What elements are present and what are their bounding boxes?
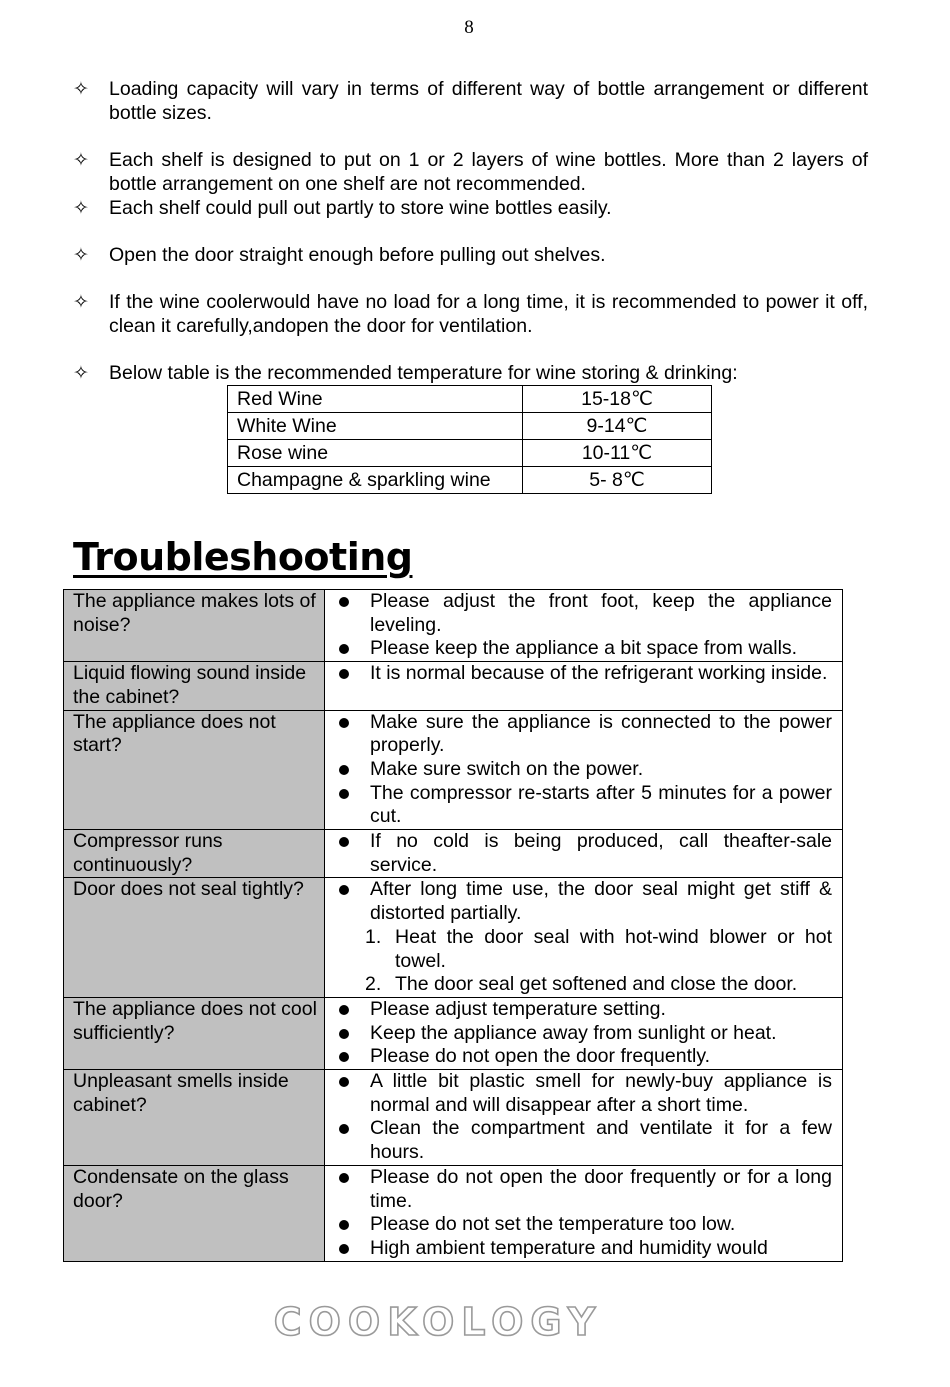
solution-text: Please adjust the front foot, keep the appliance leveling.: [370, 590, 832, 636]
solution-text: Keep the appliance away from sunlight or heat.: [370, 1021, 777, 1044]
solution-text: Please do not open the door frequently or for a long time.: [370, 1165, 832, 1212]
bullet-dot-icon: [339, 765, 349, 775]
bullet-dot-icon: [339, 1005, 349, 1015]
table-row: [64, 1070, 843, 1166]
diamond-star-icon: ✧: [73, 149, 89, 171]
solution-item: [325, 1166, 832, 1213]
problem-cell: Unpleasant smells inside cabinet?: [64, 1070, 325, 1166]
step-number: 1.: [365, 925, 382, 948]
solution-text: Please keep the appliance a bit space from walls.: [370, 637, 798, 660]
solution-text: Please do not open the door frequently.: [370, 1045, 711, 1068]
solution-item: [325, 637, 832, 661]
bullet-dot-icon: [339, 1124, 349, 1134]
solution-item: [325, 830, 832, 877]
solution-text: A little bit plastic smell for newly-buy appliance is normal and will disappear after a short time.: [370, 1070, 832, 1116]
problem-cell: Condensate on the glass door?: [64, 1165, 325, 1261]
table-row: [64, 710, 843, 830]
table-row: [64, 997, 843, 1069]
problem-cell: Liquid flowing sound inside the cabinet?: [64, 662, 325, 710]
bullet-dot-icon: [339, 597, 349, 607]
table-row: [64, 878, 843, 998]
solution-item: [325, 782, 832, 829]
solution-step: [325, 973, 832, 997]
solution-item: [325, 590, 832, 637]
temperature-range-cell: 10-11℃: [523, 440, 712, 467]
solution-item: [325, 878, 832, 925]
troubleshooting-table: [63, 589, 843, 1262]
problem-cell: The appliance makes lots of noise?: [64, 590, 325, 662]
bullet-dot-icon: [339, 669, 349, 679]
solution-cell: [325, 878, 843, 998]
temperature-table: [227, 385, 712, 494]
table-row: [64, 590, 843, 662]
wine-type-cell: Champagne & sparkling wine: [228, 467, 523, 494]
bullet-dot-icon: [339, 1077, 349, 1087]
bullet-text: Open the door straight enough before pulling out shelves.: [109, 244, 606, 266]
bullet-item: [73, 196, 868, 220]
diamond-star-icon: ✧: [73, 197, 89, 219]
bullet-dot-icon: [339, 789, 349, 799]
solution-step: [325, 926, 832, 973]
solution-text: High ambient temperature and humidity would: [370, 1236, 768, 1259]
solution-item: [325, 711, 832, 758]
problem-cell: Compressor runs continuously?: [64, 830, 325, 878]
solution-text: If no cold is being produced, call theafter-sale service.: [370, 830, 832, 876]
solution-cell: [325, 997, 843, 1069]
bullet-item: [73, 77, 868, 125]
solution-item: [325, 1213, 832, 1237]
bullet-text: Each shelf could pull out partly to store wine bottles easily.: [109, 197, 612, 219]
bullet-dot-icon: [339, 644, 349, 654]
step-text: Heat the door seal with hot-wind blower or hot towel.: [395, 925, 832, 972]
solution-text: It is normal because of the refrigerant working inside.: [370, 662, 828, 685]
solution-item: [325, 1117, 832, 1164]
bullet-dot-icon: [339, 837, 349, 847]
solution-cell: [325, 830, 843, 878]
bullet-dot-icon: [339, 1244, 349, 1254]
bullet-dot-icon: [339, 1173, 349, 1183]
problem-cell: The appliance does not cool sufficiently?: [64, 997, 325, 1069]
wine-type-cell: Rose wine: [228, 440, 523, 467]
solution-text: Make sure switch on the power.: [370, 757, 644, 780]
diamond-star-icon: ✧: [73, 244, 89, 266]
solution-item: [325, 758, 832, 782]
wine-type-cell: White Wine: [228, 413, 523, 440]
wine-type-cell: Red Wine: [228, 386, 523, 413]
bullet-dot-icon: [339, 1052, 349, 1062]
solution-item: [325, 998, 832, 1022]
table-row: [228, 440, 712, 467]
table-row: [64, 662, 843, 710]
solution-cell: [325, 710, 843, 830]
brand-logo: COOKOLOGY: [273, 1300, 603, 1344]
diamond-star-icon: ✧: [73, 362, 89, 384]
section-title: Troubleshooting: [73, 535, 413, 579]
solution-cell: [325, 662, 843, 710]
table-row: [64, 1165, 843, 1261]
solution-item: [325, 662, 832, 686]
diamond-star-icon: ✧: [73, 78, 89, 100]
table-row: [64, 830, 843, 878]
solution-text: After long time use, the door seal might get stiff & distorted partially.: [370, 878, 832, 925]
solution-text: Make sure the appliance is connected to the power properly.: [370, 710, 832, 757]
temperature-range-cell: 5- 8℃: [523, 467, 712, 494]
table-row: [228, 413, 712, 440]
solution-cell: [325, 590, 843, 662]
solution-item: [325, 1070, 832, 1117]
bullet-dot-icon: [339, 885, 349, 895]
solution-text: Please do not set the temperature too low.: [370, 1213, 736, 1236]
bullet-text: If the wine coolerwould have no load for a long time, it is recommended to power it off, clean it carefully,andopen the door for ventilation.: [109, 291, 868, 337]
temperature-range-cell: 9-14℃: [523, 413, 712, 440]
temperature-range-cell: 15-18℃: [523, 386, 712, 413]
solution-text: Clean the compartment and ventilate it for a few hours.: [370, 1117, 832, 1164]
table-row: [228, 467, 712, 494]
solution-text: The compressor re-starts after 5 minutes for a power cut.: [370, 781, 832, 828]
solution-cell: [325, 1165, 843, 1261]
bullet-text: Below table is the recommended temperature for wine storing & drinking:: [109, 362, 738, 384]
troubleshooting-table-body: [64, 590, 843, 1262]
bullet-list: [73, 77, 868, 385]
step-text: The door seal get softened and close the door.: [395, 973, 798, 996]
solution-item: [325, 1022, 832, 1046]
bullet-item: [73, 361, 868, 385]
bullet-item: [73, 243, 868, 267]
diamond-star-icon: ✧: [73, 291, 89, 313]
page-number: 8: [464, 17, 474, 38]
solution-cell: [325, 1070, 843, 1166]
bullet-item: [73, 290, 868, 338]
step-number: 2.: [365, 973, 382, 996]
bullet-text: Each shelf is designed to put on 1 or 2 layers of wine bottles. More than 2 layers of bottle arrangement on one shelf are not recommended.: [109, 149, 868, 195]
bullet-text: Loading capacity will vary in terms of different way of bottle arrangement or different bottle sizes.: [109, 78, 868, 124]
problem-cell: Door does not seal tightly?: [64, 878, 325, 998]
table-row: [228, 386, 712, 413]
solution-text: Please adjust temperature setting.: [370, 997, 666, 1020]
bullet-dot-icon: [339, 718, 349, 728]
solution-item: [325, 1045, 832, 1069]
bullet-dot-icon: [339, 1220, 349, 1230]
problem-cell: The appliance does not start?: [64, 710, 325, 830]
solution-item: [325, 1237, 832, 1261]
bullet-dot-icon: [339, 1029, 349, 1039]
bullet-item: [73, 148, 868, 196]
